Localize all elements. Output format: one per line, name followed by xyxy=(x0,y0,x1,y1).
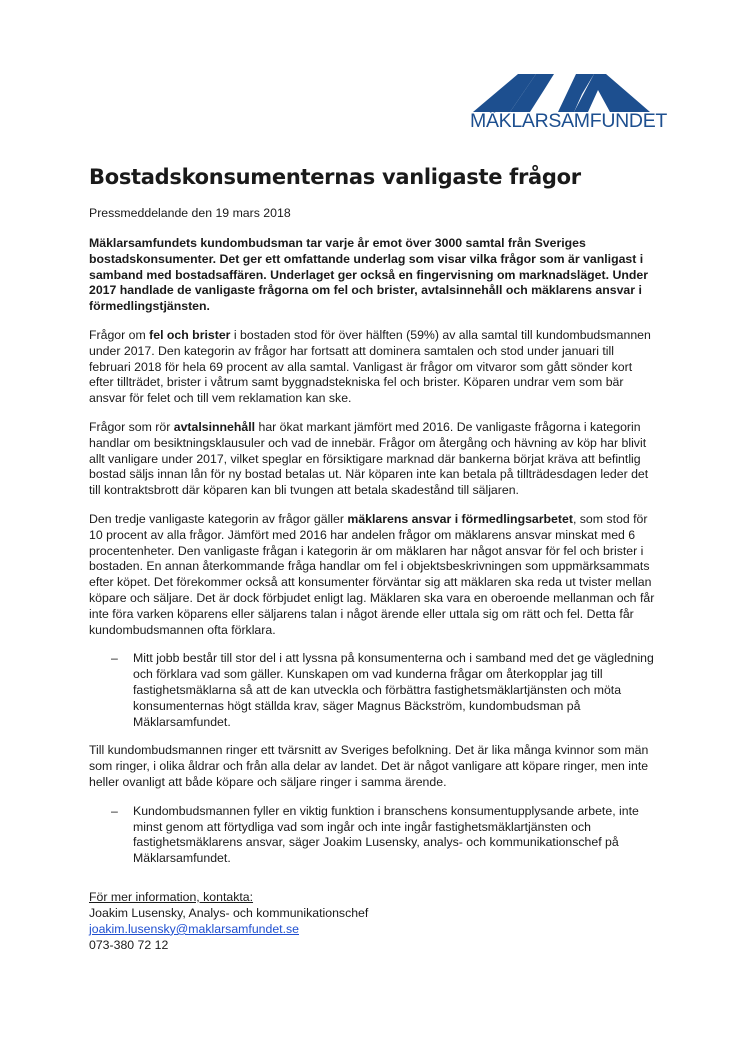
bold-term: avtalsinnehåll xyxy=(173,419,256,434)
contact-heading: För mer information, kontakta: xyxy=(89,889,254,904)
contact-phone: 073-380 72 12 xyxy=(89,937,169,952)
quote-magnus xyxy=(89,651,659,730)
press-release xyxy=(89,165,659,953)
release-date: Pressmeddelande den 19 mars 2018 xyxy=(89,206,291,220)
paragraph-text: Den tredje vanligaste kategorin av frågor gäller xyxy=(89,511,348,526)
bold-term: fel och brister xyxy=(149,327,231,342)
paragraph-text: Frågor om xyxy=(89,327,150,342)
quote-text: Mitt jobb består till stor del i att lyssna på konsumenterna och i samband med det ge vägledning och förklara vad som gäller. Kunskapen om vad kunderna frågar om återkopplar jag till fastighetsmäklarna så att de kan utveckla och förbättra fastighetsmäklartjänsten och möta konsumenternas högt ställda krav, säger Magnus Bäckström, kundombudsman på Mäklarsamfundet. xyxy=(133,651,654,729)
paragraph-text: i bostaden stod för över hälften (59%) av alla samtal till kundombudsmannen under 2017. Den kategorin av frågor har fortsatt att dominera samtalen och stod under januari till februari 2018 för hela 69 procent av alla samtal. Vanligast är frågor om vitvaror som gått sönder kort efter tillträdet, brister i våtrum samt byggnadstekniska fel och brister. Köparen undrar vem som bär ansvar för felet och till vem reklamation kan ske. xyxy=(89,327,651,406)
quote-joakim xyxy=(89,804,659,867)
logo-wordmark: MÄKLARSAMFUNDET xyxy=(470,110,668,132)
paragraph-callers: Till kundombudsmannen ringer ett tvärsnitt av Sveriges befolkning. Det är lika många kvinnor som män som ringer, i olika åldrar och från alla delar av landet. Det är något vanligare att köpare ringer, men inte heller ovanligt att både köpare och säljare ringer i samma ärende. xyxy=(89,743,649,789)
roof-peaks-logo-icon xyxy=(470,70,652,114)
company-logo xyxy=(470,70,668,136)
paragraph-broker-responsibility xyxy=(89,512,659,638)
lead-paragraph: Mäklarsamfundets kundombudsman tar varje år emot över 3000 samtal från Sveriges bostadskonsumenter. Det ger ett omfattande underlag som visar vilka frågor som är vanligast i samband med bostadsaffären. Underlaget ger också en fingervisning om marknadsläget. Under 2017 handlade de vanligaste frågorna om fel och brister, avtalsinnehåll och mäklarens ansvar i förmedlingstjänsten. xyxy=(89,236,648,314)
contact-email-link[interactable]: joakim.lusensky@maklarsamfundet.se xyxy=(89,921,299,936)
paragraph-text: Frågor som rör xyxy=(89,419,174,434)
page-title: Bostadskonsumenternas vanligaste frågor xyxy=(89,165,581,189)
contact-block xyxy=(89,889,659,953)
paragraph-text: har ökat markant jämfört med 2016. De vanligaste frågorna i kategorin handlar om besiktningsklausuler och vad de innebär. Frågor om återgång och hävning av köp har blivit allt vanligare under 2017, vilket speglar en försiktigare marknad där bankerna börjat kräva att befintlig bostad säljs innan lån för ny bostad betalas ut. När köparen inte kan betala på tillträdesdagen leder det till kontraktsbrott där köparen kan bli tvungen att betala skadestånd till säljaren. xyxy=(89,419,649,498)
quote-text: Kundombudsmannen fyller en viktig funktion i branschens konsumentupplysande arbete, inte minst genom att förtydliga vad som ingår och inte ingår fastighetsmäklartjänsten och fastighetsmäklarens ansvar, säger Joakim Lusensky, analys- och kommunikationschef på Mäklarsamfundet. xyxy=(133,803,639,866)
bold-term: mäklarens ansvar i förmedlingsarbetet xyxy=(347,511,573,526)
quote-dash: – xyxy=(111,803,118,818)
contact-name: Joakim Lusensky, Analys- och kommunikationschef xyxy=(89,905,369,920)
paragraph-contracts xyxy=(89,420,659,499)
paragraph-faults xyxy=(89,328,659,407)
quote-dash: – xyxy=(111,651,118,666)
paragraph-text: , som stod för 10 procent av alla frågor. Jämfört med 2016 har andelen frågor om mäklarens ansvar minskat med 6 procentenheter. Den vanligaste frågan i kategorin är om mäklaren har något ansvar för fel och brister i bostaden. En annan återkommande fråga handlar om fel i objektsbeskrivningen som uppmärksammats efter köpet. Det förekommer också att konsumenter förväntar sig att mäklaren ska reda ut tvister mellan köpare och säljare. Det är dock förbjudet enligt lag. Mäklaren ska vara en oberoende mellanman och får inte föra varken köparens eller säljarens talan i något ärende eller uttala sig om rätt och fel. Detta får kundombudsmannen ofta förklara. xyxy=(89,511,655,637)
